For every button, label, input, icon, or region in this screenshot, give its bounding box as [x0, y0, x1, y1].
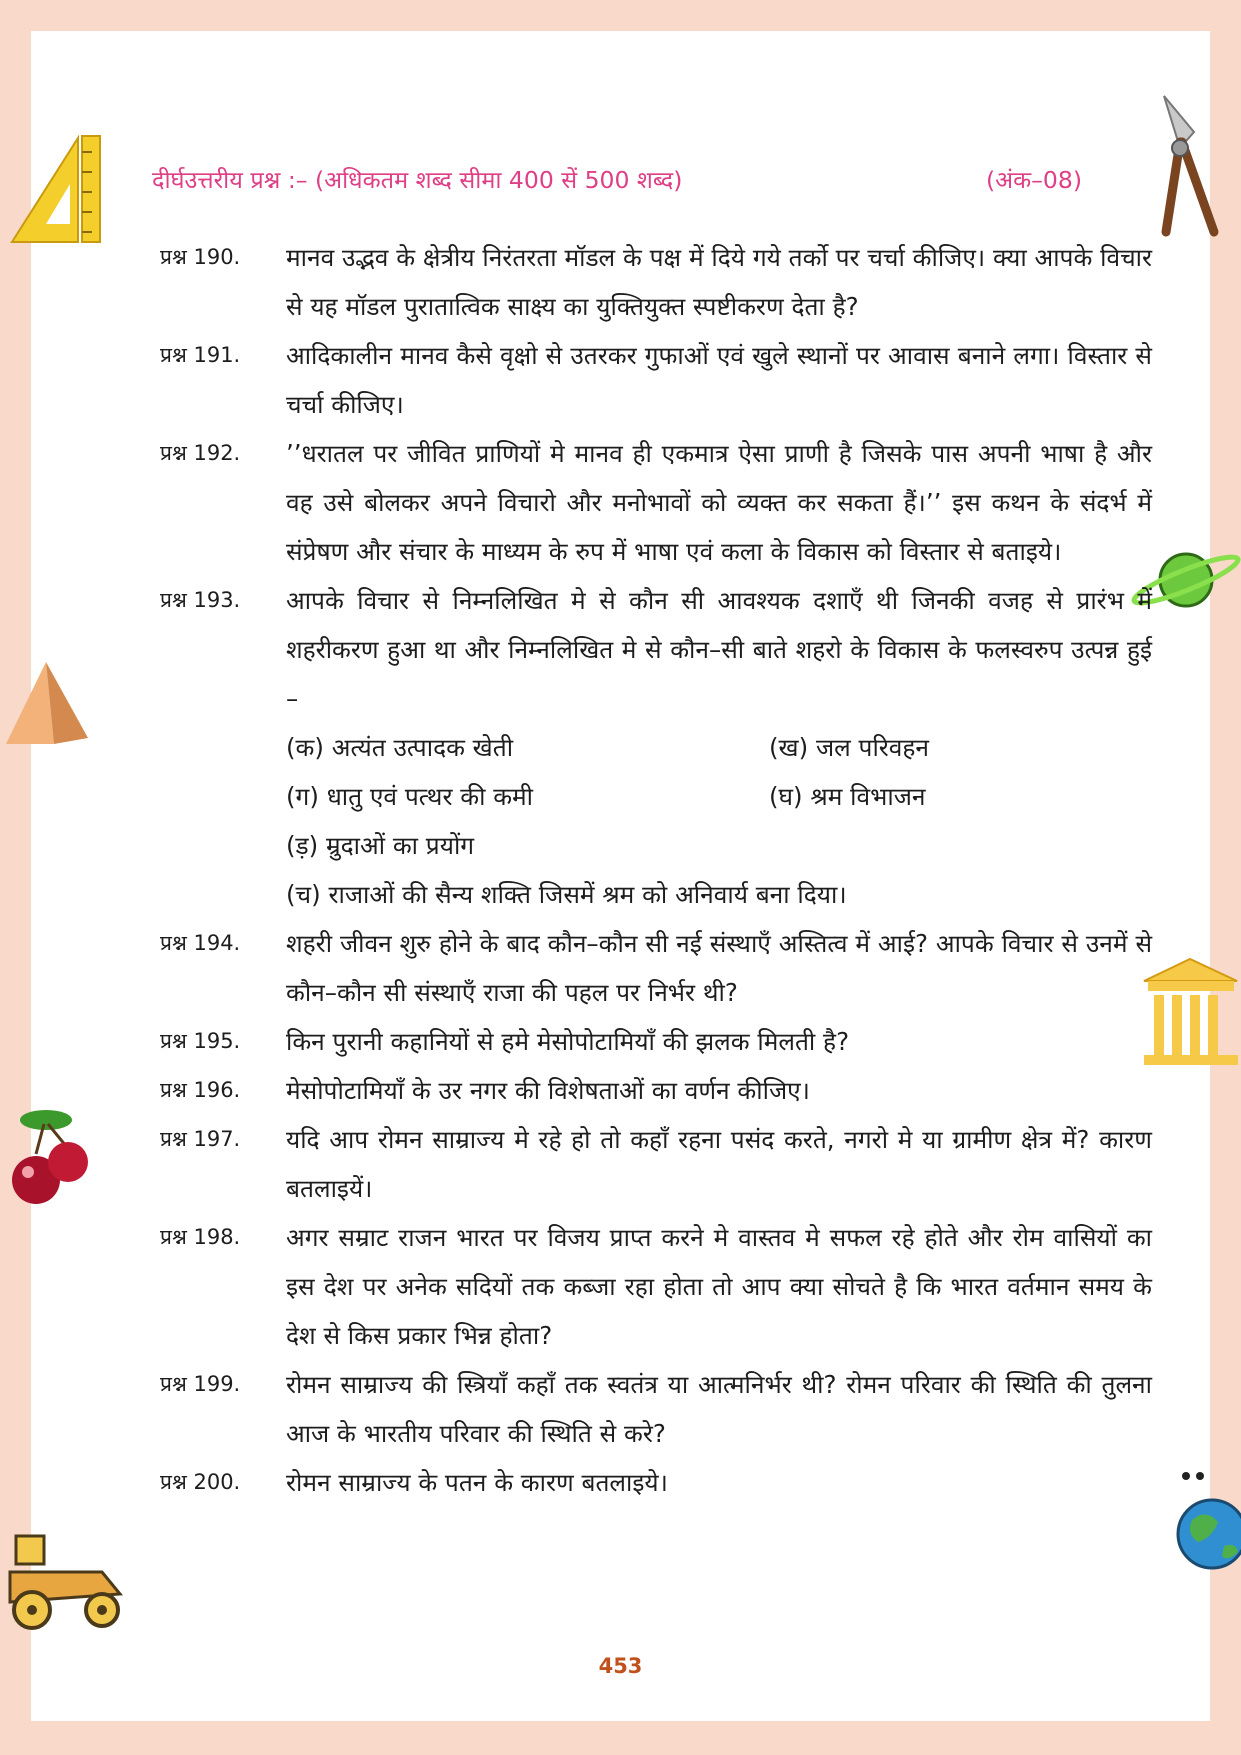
question-text: रोमन साम्राज्य के पतन के कारण बतलाइये।: [286, 1468, 668, 1497]
question-item: [160, 1213, 1152, 1360]
question-item: [160, 233, 1152, 331]
page-number: 453: [598, 1654, 643, 1678]
cherries-icon: [6, 1106, 92, 1208]
question-text: रोमन साम्राज्य की स्त्रियाँ कहाँ तक स्वतंत्र या आत्मनिर्भर थी? रोमन परिवार की स्थिति की तुलना आज के भारतीय परिवार की स्थिति से करे?: [286, 1370, 1152, 1448]
question-text: मेसोपोटामियाँ के उर नगर की विशेषताओं का वर्णन कीजिए।: [286, 1076, 810, 1105]
question-number: प्रश्न 192.: [160, 441, 241, 465]
earth-globe-icon: [1172, 1468, 1241, 1572]
option-item: (ख) जल परिवहन: [769, 733, 930, 762]
question-number: प्रश्न 190.: [160, 245, 241, 269]
question-item: [160, 1066, 1152, 1115]
question-item: [160, 576, 1152, 919]
section-title: दीर्घउत्तरीय प्रश्न :– (अधिकतम शब्द सीमा 400 सें 500 शब्द): [152, 166, 683, 194]
question-text: ’’धरातल पर जीवित प्राणियों मे मानव ही एकमात्र ऐसा प्राणी है जिसके पास अपनी भाषा है और वह उसे बोलकर अपने विचारो और मनोभावों को व्यक्त कर सकता हैं।’’ इस कथन के संदर्भ में संप्रेषण और संचार के माध्यम के रुप में भाषा एवं कला के विकास को विस्तार से बताइये।: [286, 439, 1152, 566]
question-number: प्रश्न 197.: [160, 1127, 241, 1151]
option-item: (च) राजाओं की सैन्य शक्ति जिसमें श्रम को अनिवार्य बना दिया।: [286, 880, 847, 909]
option-item: (ग) धातु एवं पत्थर की कमी: [286, 782, 534, 811]
marks-label: (अंक–08): [986, 166, 1082, 194]
pruning-shears-icon: [1150, 92, 1230, 242]
question-item: [160, 331, 1152, 429]
question-text: शहरी जीवन शुरु होने के बाद कौन–कौन सी नई संस्थाएँ अस्तित्व में आई? आपके विचार से उनमें से कौन–कौन सी संस्थाएँ राजा की पहल पर निर्भर थी?: [286, 929, 1152, 1007]
question-item: [160, 1458, 1152, 1507]
option-item: (ड़) म्रुदाओं का प्रयोंग: [286, 831, 475, 860]
question-number: प्रश्न 199.: [160, 1372, 241, 1396]
question-text: यदि आप रोमन साम्राज्य मे रहे हो तो कहाँ रहना पसंद करते, नगरो मे या ग्रामीण क्षेत्र में? कारण बतलाइयें।: [286, 1125, 1152, 1203]
option-item: (क) अत्यंत उत्पादक खेती: [286, 733, 514, 762]
question-number: प्रश्न 193.: [160, 588, 241, 612]
question-number: प्रश्न 191.: [160, 343, 241, 367]
question-text: आदिकालीन मानव कैसे वृक्षो से उतरकर गुफाओं एवं खुले स्थानों पर आवास बनाने लगा। विस्तार से चर्चा कीजिए।: [286, 341, 1152, 419]
question-text: आपके विचार से निम्नलिखित मे से कौन सी आवश्यक दशाएँ थी जिनकी वजह से प्रारंभ में शहरीकरण हुआ था और निम्नलिखित मे से कौन–सी बाते शहरो के विकास के फलस्वरुप उत्पन्न हुई –: [286, 586, 1152, 713]
temple-columns-icon: [1140, 955, 1241, 1067]
question-item: [160, 429, 1152, 576]
set-square-ruler-icon: [8, 132, 104, 244]
question-number: प्रश्न 196.: [160, 1078, 241, 1102]
question-number: प्रश्न 194.: [160, 931, 241, 955]
option-item: (घ) श्रम विभाजन: [769, 782, 926, 811]
question-number: प्रश्न 195.: [160, 1029, 241, 1053]
option-list: [286, 723, 1152, 919]
question-item: [160, 1017, 1152, 1066]
question-text: अगर सम्राट राजन भारत पर विजय प्राप्त करने मे वास्तव मे सफल रहे होते और रोम वासियों का इस देश पर अनेक सदियों तक कब्जा रहा होता तो आप क्या सोचते है कि भारत वर्तमान समय के देश से किस प्रकार भिन्न होता?: [286, 1223, 1152, 1350]
question-item: [160, 919, 1152, 1017]
question-number: प्रश्न 200.: [160, 1470, 241, 1494]
question-number: प्रश्न 198.: [160, 1225, 241, 1249]
section-header: [152, 163, 1082, 195]
pyramid-icon: [2, 658, 90, 748]
question-list: [160, 233, 1152, 1507]
question-item: [160, 1360, 1152, 1458]
question-text: मानव उद्भव के क्षेत्रीय निरंतरता मॉडल के पक्ष में दिये गये तर्को पर चर्चा कीजिए। क्या आपके विचार से यह मॉडल पुरातात्विक साक्ष्य का युक्तियुक्त स्पष्टीकरण देता है?: [286, 243, 1152, 321]
question-item: [160, 1115, 1152, 1213]
question-text: किन पुरानी कहानियों से हमे मेसोपोटामियाँ की झलक मिलती है?: [286, 1027, 850, 1056]
vintage-car-icon: [2, 1532, 128, 1634]
